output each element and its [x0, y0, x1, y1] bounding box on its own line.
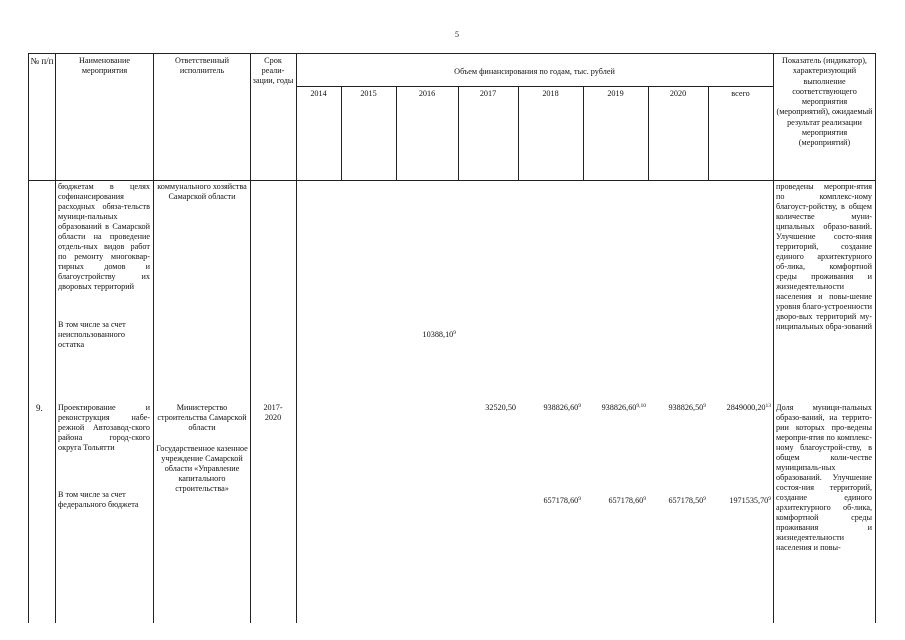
years-row-top-border: [296, 86, 773, 87]
row-cont-executor: коммунального хозяйства Самарской области: [157, 182, 247, 201]
row9-2019: 938826,60$^{9,10}$: [601, 403, 646, 412]
row9-2018: 938826,60$^9$: [543, 403, 581, 412]
header-year-2018: 2018: [542, 89, 559, 98]
row9-sub-label: В том числе за счет федерального бюджета: [58, 490, 139, 509]
year-divider: [518, 86, 519, 180]
header-year-2015: 2015: [360, 89, 377, 98]
header-number: № п/п: [30, 56, 54, 66]
row-cont-sub-2016: 10388,10$^9$: [422, 330, 456, 339]
header-total: всего: [731, 89, 750, 98]
row-cont-indicator: проведены меропри-ятия по комплекс-ному благоуст-ройству, в общем количестве муни-ципальных образо-ваний. Улучшение состо-яния территорий, создание единого архитектурного об-лика, комфортной среды проживания и жизнедеятельности населения и повы-шение уровня благо-устроенности дворо-вых территорий му-ниципальных обра-зований: [776, 182, 872, 331]
row9-executor-institution: Государственное казенное учреждение Самарской области «Управление капитального строительства»: [156, 444, 248, 493]
row9-indicator: Доля муници-пальных образо-ваний, на террито-рии которых про-ведены меропри-ятия по комплекс-ному благоустрой-ству, в общем коли-честве муниципаль-ных образований. Улучшение состоя-ния территорий, создание единого архитектурного об-лика, комфортной среды проживания и жизнедеятельности населения и повы-: [776, 403, 872, 552]
year-divider: [458, 86, 459, 180]
col-divider: [773, 53, 774, 623]
row9-federal-2018: 657178,60$^9$: [543, 496, 581, 505]
row-cont-sub-label: В том числе за счет неиспользованного остатка: [58, 320, 126, 349]
row9-number: 9.: [36, 403, 43, 413]
year-divider: [396, 86, 397, 180]
col-divider: [55, 53, 56, 623]
year-divider: [583, 86, 584, 180]
row9-federal-2020: 657178,50$^9$: [668, 496, 706, 505]
row9-executor-ministry: Министерство строительства Самарской области: [157, 403, 247, 432]
year-divider: [341, 86, 342, 180]
col-divider: [153, 53, 154, 623]
page-number: 5: [455, 30, 459, 39]
header-year-2014: 2014: [310, 89, 327, 98]
table-left-border: [28, 53, 29, 623]
year-divider: [708, 86, 709, 180]
row9-term: 2017-2020: [263, 403, 283, 422]
header-funding: Объем финансирования по годам, тыс. рублей: [454, 67, 615, 76]
header-year-2020: 2020: [669, 89, 687, 98]
header-executor: Ответственный исполнитель: [175, 56, 229, 75]
header-year-2016: 2016: [418, 89, 436, 98]
funding-table: [28, 53, 876, 623]
table-top-border: [28, 53, 876, 54]
row-cont-name: бюджетам в целях софинансирования расходных обяза-тельств муници-пальных образований в Самарской области на проведение отдель-ных видов работ по ремонту многоквар-тирных домов и благоустройству их дворовых территорий: [58, 182, 150, 291]
year-divider: [648, 86, 649, 180]
table-right-border: [875, 53, 876, 623]
header-bottom-border: [28, 180, 876, 181]
row9-total: 2849000,20$^{13}$: [726, 403, 771, 412]
row9-federal-total: 1971535,70$^9$: [729, 496, 771, 505]
row9-name: Проектирование и реконструкция набе-режной Автозавод-ского района город-ского округа Тольятти: [58, 403, 150, 452]
col-divider: [296, 53, 297, 623]
header-year-2019: 2019: [607, 89, 624, 98]
row9-2020: 938826,50$^9$: [668, 403, 706, 412]
row9-federal-2019: 657178,60$^9$: [608, 496, 646, 505]
col-divider: [250, 53, 251, 623]
row9-2017: 32520,50: [485, 403, 516, 412]
header-term: Срок реали-зации, годы: [252, 56, 294, 85]
header-name: Наименование мероприятия: [78, 56, 130, 75]
header-year-2017: 2017: [479, 89, 497, 98]
header-indicator: Показатель (индикатор), характеризующий выполнение соответствующего мероприятия (мероприятий), ожидаемый результат реализации мероприятия (мероприятий): [776, 56, 873, 148]
